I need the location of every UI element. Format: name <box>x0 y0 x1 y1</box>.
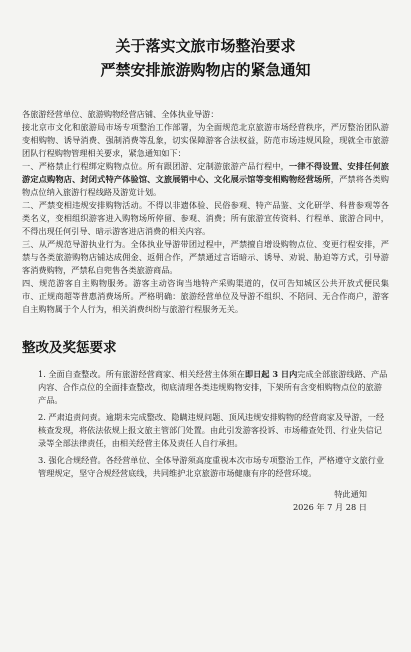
rule-item-1 <box>22 160 389 199</box>
rule-item-2: 二、严禁变相违规安排购物活动。不得以非遗体验、民俗参观、特产品鉴、文化研学、科普参观等各类名义，变相组织游客进入购物场所停留、参观、消费；所有旅游宣传资料、行程单、旅游合同中，不得出现任何引导、暗示游客进店消费的相关内容。 <box>22 200 389 236</box>
rectification-item-1-text-b: 完成全部旅游线路、产品内容、合作点位的全面排查整改，彻底清理各类违规购物安排，下架所有含变相购物点位的旅游产品。 <box>38 369 388 405</box>
sign-date: 2026 年 7 月 28 日 <box>292 502 367 512</box>
rectification-item-3: 3. 强化合规经营。各经营单位、全体导游须高度重视本次市场专项整治工作，严格遵守文旅行业管理规定，坚守合规经营底线，共同维护北京旅游市场健康有序的经营环境。 <box>38 455 385 478</box>
rule-item-4: 四、规范游客自主购物服务。游客主动咨询当地特产采购渠道的，仅可告知城区公共开放式便民集市、正规商超等普惠消费场所。严格明确：旅游经营单位及导游不组织、不陪同、无合作商户，游客自主购物属于个人行为，相关消费纠纷与旅游行程服务无关。 <box>22 278 389 314</box>
rectification-item-2: 2. 严肃追责问责。逾期未完成整改、隐瞒违规问题、顶风违规安排购物的经营商家及导游，一经核查发现，将依法依规上报文旅主管部门处置。由此引发游客投诉、市场稽查处罚、行业失信记录等全部法律责任，由相关经营主体及责任人自行承担。 <box>38 412 385 448</box>
rectification-section <box>22 338 389 480</box>
salutation: 各旅游经营单位、旅游购物经营店铺、全体执业导游： <box>22 109 219 119</box>
rule-item-1-text-a: 一、严格禁止行程绑定购物点位。所有跟团游、定制游旅游产品行程中， <box>22 161 290 171</box>
section-title: 整改及奖惩要求 <box>22 340 117 356</box>
rule-item-1-emphasis: 一律不得设置、安排任何旅游定点购物店、封闭式特产体验馆、文旅展销中心、文化展示馆等变相购物经营场所 <box>22 161 389 184</box>
document-title-line-2: 严禁安排旅游购物店的紧急通知 <box>100 61 311 79</box>
document-title-line-1: 关于落实文旅市场整治要求 <box>115 37 296 55</box>
rectification-item-1-text-a: 1. 全面自查整改。所有旅游经营商家、相关经营主体须在 <box>38 369 245 379</box>
rule-item-3: 三、从严规范导游执业行为。全体执业导游带团过程中，严禁擅自增设购物点位、变更行程安排，严禁与各类旅游购物店铺达成佣金、返佣合作，严禁通过言语暗示、诱导、劝说、胁迫等方式，引导游客消费购物，严禁私自兜售各类旅游商品。 <box>22 239 389 275</box>
rectification-item-1 <box>22 368 389 407</box>
title-block <box>22 34 389 82</box>
sign-label: 特此通知 <box>334 489 367 499</box>
intro-paragraph: 接北京市文化和旅游局市场专项整治工作部署，为全面规范北京旅游市场经营秩序，严厉整治团队游变相购物、诱导消费、强制消费等乱象，切实保障游客合法权益，防范市场违规风险，现就全市旅游团队行程购物管理相关要求，紧急通知如下： <box>22 122 389 158</box>
rule-item-1-text-b: ，严禁将各类购物点位纳入旅游行程线路及游览计划。 <box>22 174 389 197</box>
rectification-item-1-deadline: 即日起 3 日内 <box>244 369 298 379</box>
signature-block <box>22 488 389 514</box>
notice-body <box>22 108 389 316</box>
